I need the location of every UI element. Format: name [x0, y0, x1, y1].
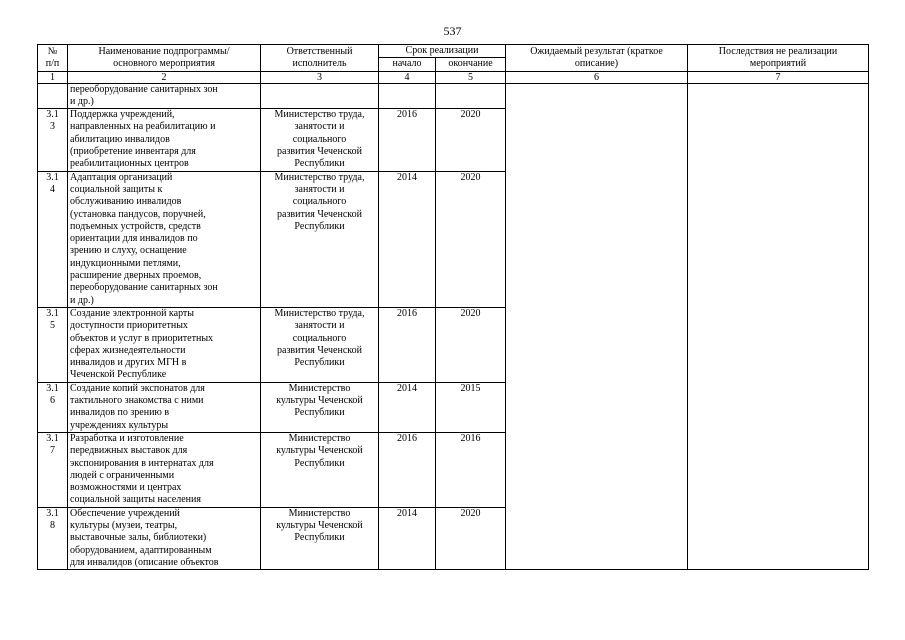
row-name: переоборудование санитарных зон и др.) — [68, 83, 261, 109]
row-number: 3.1 3 — [38, 109, 68, 171]
row-number: 3.1 6 — [38, 382, 68, 432]
row-executor: Министерство труда, занятости и социального развития Чеченской Республики — [261, 307, 379, 382]
header-num: № п/п — [38, 45, 68, 72]
row-start: 2014 — [379, 507, 436, 569]
row-executor: Министерство труда, занятости и социального развития Чеченской Республики — [261, 171, 379, 307]
row-number: 3.1 7 — [38, 432, 68, 507]
column-number: 1 — [38, 71, 68, 83]
table-row — [38, 83, 869, 109]
row-name: Создание электронной карты доступности приоритетных объектов и услуг в приоритетных сферах жизнедеятельности инвалидов и других МГН в Чеченской Республике — [68, 307, 261, 382]
header-result: Ожидаемый результат (краткое описание) — [506, 45, 688, 72]
row-end: 2020 — [436, 307, 506, 382]
consequences-cell — [688, 83, 869, 570]
row-number — [38, 83, 68, 109]
header-period: Срок реализации — [379, 45, 506, 58]
row-number: 3.1 8 — [38, 507, 68, 569]
row-executor: Министерство культуры Чеченской Республики — [261, 432, 379, 507]
result-cell — [506, 83, 688, 570]
header-consequences: Последствия не реализации мероприятий — [688, 45, 869, 72]
row-name: Обеспечение учреждений культуры (музеи, театры, выставочные залы, библиотеки) оборудованием, адаптированным для инвалидов (описание объектов — [68, 507, 261, 569]
row-start: 2014 — [379, 382, 436, 432]
column-number: 4 — [379, 71, 436, 83]
row-name: Разработка и изготовление передвижных выставок для экспонирования в интернатах для людей с ограниченными возможностями и центрах социальной защиты населения — [68, 432, 261, 507]
row-start: 2014 — [379, 171, 436, 307]
row-start: 2016 — [379, 432, 436, 507]
row-executor: Министерство культуры Чеченской Республики — [261, 507, 379, 569]
column-number: 3 — [261, 71, 379, 83]
header-name: Наименование подпрограммы/ основного мероприятия — [68, 45, 261, 72]
row-start — [379, 83, 436, 109]
header-end: окончание — [436, 58, 506, 71]
column-number: 6 — [506, 71, 688, 83]
header-row-1 — [38, 45, 869, 58]
row-name: Создание копий экспонатов для тактильного знакомства с ними инвалидов по зрению в учреждениях культуры — [68, 382, 261, 432]
column-number-row — [38, 71, 869, 83]
column-number: 7 — [688, 71, 869, 83]
row-start: 2016 — [379, 109, 436, 171]
row-name: Адаптация организаций социальной защиты к обслуживанию инвалидов (установка пандусов, поручней, подъемных устройств, средств ориентации для инвалидов по зрению и слуху, оснащение индукционными петлями, расширение дверных проемов, переоборудование санитарных зон и др.) — [68, 171, 261, 307]
header-executor: Ответственный исполнитель — [261, 45, 379, 72]
page-number: 537 — [443, 24, 462, 38]
row-number: 3.1 5 — [38, 307, 68, 382]
row-executor: Министерство культуры Чеченской Республики — [261, 382, 379, 432]
row-end — [436, 83, 506, 109]
row-end: 2020 — [436, 507, 506, 569]
column-number: 2 — [68, 71, 261, 83]
column-number: 5 — [436, 71, 506, 83]
row-number: 3.1 4 — [38, 171, 68, 307]
row-end: 2015 — [436, 382, 506, 432]
header-start: начало — [379, 58, 436, 71]
program-table — [37, 44, 869, 570]
row-end: 2016 — [436, 432, 506, 507]
row-end: 2020 — [436, 171, 506, 307]
row-end: 2020 — [436, 109, 506, 171]
row-executor — [261, 83, 379, 109]
row-name: Поддержка учреждений, направленных на реабилитацию и абилитацию инвалидов (приобретение инвентаря для реабилитационных центров — [68, 109, 261, 171]
row-executor: Министерство труда, занятости и социального развития Чеченской Республики — [261, 109, 379, 171]
row-start: 2016 — [379, 307, 436, 382]
